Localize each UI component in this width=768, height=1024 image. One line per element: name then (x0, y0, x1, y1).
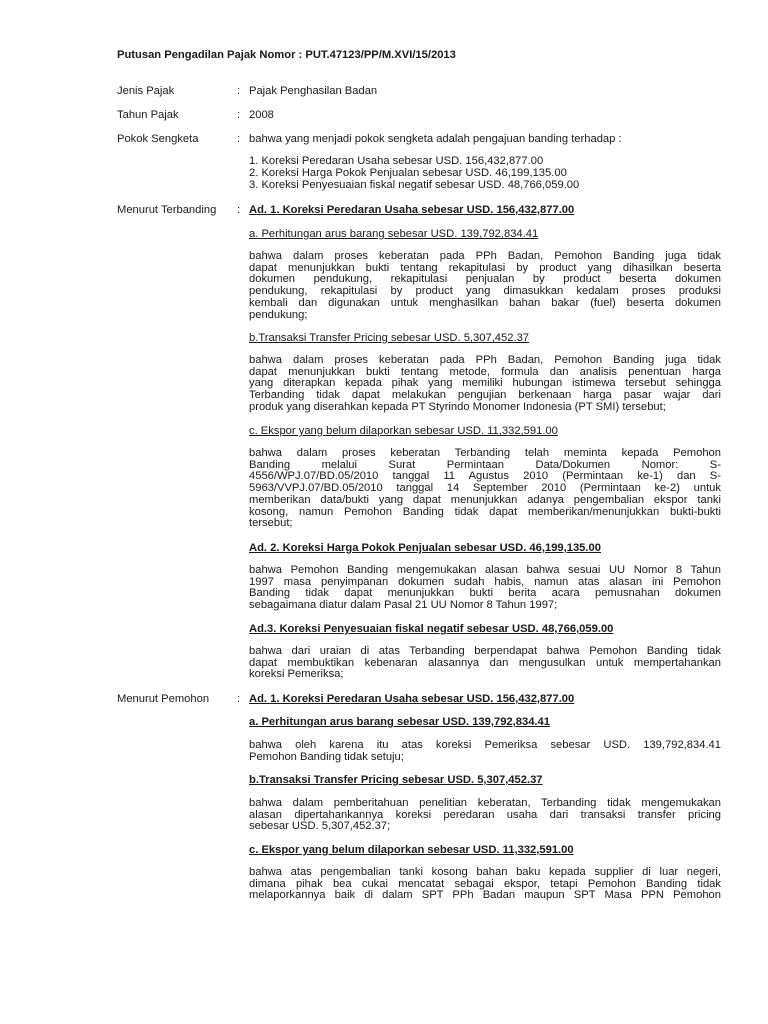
dispute-item: 2. Koreksi Harga Pokok Penjualan sebesar USD. 46,199,135.00 (249, 166, 567, 179)
pemohon-c-paragraph (249, 867, 721, 902)
paragraph-line: 4556/WPJ.07/BD.05/2010 tanggal 11 Agustus 2010 (Permintaan ke-1) dan S- (249, 470, 721, 483)
paragraph-line: bahwa atas pengembalian tanki kosong bahan baku kepada supplier di luar negeri, (249, 866, 721, 878)
paragraph-line: pendukung, rekapitulasi by product yang dimasukkan kedalam proses produksi (249, 285, 721, 298)
paragraph-line: dapat membuktikan kebenaran alasannya dan mengusulkan untuk mempertahankan (249, 656, 721, 669)
paragraph-line: bahwa dalam proses keberatan Terbanding telah meminta kepada Pemohon (249, 447, 721, 459)
paragraph-line: Terbanding tidak dapat melakukan pengujian berkenaan harga pasar wajar dari (249, 389, 721, 402)
dispute-item: 3. Koreksi Penyesuaian fiskal negatif sebesar USD. 48,766,059.00 (249, 178, 580, 191)
terbanding-ad3-paragraph (249, 646, 721, 681)
paragraph-line: 1997 masa penyimpanan dokumen sudah habis, namun atas alasan ini Pemohon (249, 575, 721, 588)
field-label-tahun-pajak: Tahun Pajak (117, 109, 179, 121)
paragraph-line: bahwa dari uraian di atas Terbanding berpendapat bahwa Pemohon Banding tidak (249, 645, 721, 657)
field-label-jenis-pajak: Jenis Pajak (117, 85, 175, 97)
decision-title: Putusan Pengadilan Pajak Nomor : PUT.47123/PP/M.XVI/15/2013 (117, 49, 456, 61)
pemohon-ad1-heading: Ad. 1. Koreksi Peredaran Usaha sebesar USD. 156,432,877.00 (249, 693, 575, 705)
section-label-terbanding: Menurut Terbanding (117, 204, 217, 216)
paragraph-line: bahwa dalam pemberitahuan penelitian keberatan, Terbanding tidak mengemukakan (249, 797, 721, 809)
paragraph-line: produk yang diserahkan kepada PT Styrindo Monomer Indonesia (PT SMI) tersebut; (249, 400, 666, 413)
paragraph-line: memberikan data/bukti yang dapat menunjukkan adanya pengembalian ekspor tanki (249, 493, 721, 506)
paragraph-line: bahwa Pemohon Banding mengemukakan alasan bahwa sesuai UU Nomor 8 Tahun (249, 564, 721, 576)
paragraph-line: 5963/VVPJ.07/BD.05/2010 tanggal 14 September 2010 (Permintaan ke-2) untuk (249, 482, 721, 495)
field-label-pokok-sengketa: Pokok Sengketa (117, 133, 199, 145)
paragraph-line: sebesar USD. 5,307,452.37; (249, 820, 391, 833)
field-colon: : (237, 109, 241, 121)
terbanding-b-heading: b.Transaksi Transfer Pricing sebesar USD. 5,307,452.37 (249, 332, 530, 344)
paragraph-line: yang diterapkan kepada pihak yang memiliki hubungan istimewa tersebut sehingga (249, 377, 721, 390)
section-label-pemohon: Menurut Pemohon (117, 693, 210, 705)
field-colon: : (237, 85, 241, 97)
field-colon: : (237, 204, 241, 216)
terbanding-a-paragraph (249, 251, 721, 321)
paragraph-line: Banding tidak dapat menunjukkan bukti berita acara pemusnahan dokumen (249, 587, 721, 600)
paragraph-line: bahwa dalam proses keberatan pada PPh Badan, Pemohon Banding juga tidak (249, 250, 721, 262)
terbanding-ad2-heading: Ad. 2. Koreksi Harga Pokok Penjualan sebesar USD. 46,199,135.00 (249, 542, 601, 554)
pemohon-a-heading: a. Perhitungan arus barang sebesar USD. 139,792,834.41 (249, 716, 550, 728)
terbanding-b-paragraph (249, 355, 721, 414)
pemohon-a-paragraph (249, 740, 721, 763)
terbanding-ad2-paragraph (249, 565, 721, 612)
paragraph-line: dapat menunjukkan bukti tentang rekapitulasi by product yang dihasilkan beserta (249, 261, 721, 274)
pemohon-c-heading: c. Ekspor yang belum dilaporkan sebesar USD. 11,332,591.00 (249, 844, 574, 856)
dispute-list (249, 156, 579, 191)
paragraph-line: dokumen pendukung, rekapitulasi penjualan by product beserta dokumen (249, 273, 721, 286)
terbanding-ad1-heading: Ad. 1. Koreksi Peredaran Usaha sebesar USD. 156,432,877.00 (249, 204, 575, 216)
field-colon: : (237, 133, 241, 145)
paragraph-line: melaporkannya baik di dalam SPT PPh Badan maupun SPT Masa PPN Pemohon (249, 889, 721, 902)
paragraph-line: Pemohon Banding tidak setuju; (249, 750, 404, 763)
terbanding-ad3-heading: Ad.3. Koreksi Penyesuaian fiskal negatif sebesar USD. 48,766,059.00 (249, 623, 614, 635)
paragraph-line: tersebut; (249, 517, 293, 530)
field-value-tahun-pajak: 2008 (249, 109, 274, 121)
paragraph-line: kembali dan digunakan untuk menghasilkan bahan bakar (fuel) beserta dokumen (249, 296, 721, 309)
field-value-jenis-pajak: Pajak Penghasilan Badan (249, 85, 378, 97)
field-value-pokok-sengketa: bahwa yang menjadi pokok sengketa adalah pengajuan banding terhadap : (249, 133, 622, 145)
paragraph-line: bahwa oleh karena itu atas koreksi Pemeriksa sebesar USD. 139,792,834.41 (249, 739, 721, 751)
paragraph-line: koreksi Pemeriksa; (249, 668, 344, 681)
field-colon: : (237, 693, 241, 705)
terbanding-c-paragraph (249, 448, 721, 530)
pemohon-b-heading: b.Transaksi Transfer Pricing sebesar USD. 5,307,452.37 (249, 774, 543, 786)
paragraph-line: Banding melalui Surat Permintaan Data/Dokumen Nomor: S- (249, 458, 721, 471)
terbanding-c-heading: c. Ekspor yang belum dilaporkan sebesar USD. 11,332,591.00 (249, 425, 558, 437)
paragraph-line: bahwa dalam proses keberatan pada PPh Badan, Pemohon Banding juga tidak (249, 354, 721, 366)
paragraph-line: dapat menunjukkan bukti tentang metode, formula dan analisis penentuan harga (249, 365, 721, 378)
paragraph-line: sebagaimana diatur dalam Pasal 21 UU Nomor 8 Tahun 1997; (249, 599, 558, 612)
pemohon-b-paragraph (249, 798, 721, 833)
paragraph-line: dimana pihak bea cukai mencatat sebagai ekspor, tetapi Pemohon Banding tidak (249, 877, 721, 890)
paragraph-line: alasan dipertahankannya koreksi peredaran usaha dari transaksi transfer pricing (249, 808, 721, 821)
paragraph-line: kosong, namun Pemohon Banding tidak dapat memberikan/menunjukkan bukti-bukti (249, 505, 721, 518)
paragraph-line: pendukung; (249, 308, 308, 321)
dispute-item: 1. Koreksi Peredaran Usaha sebesar USD. 156,432,877.00 (249, 155, 544, 167)
terbanding-a-heading: a. Perhitungan arus barang sebesar USD. 139,792,834.41 (249, 228, 539, 240)
